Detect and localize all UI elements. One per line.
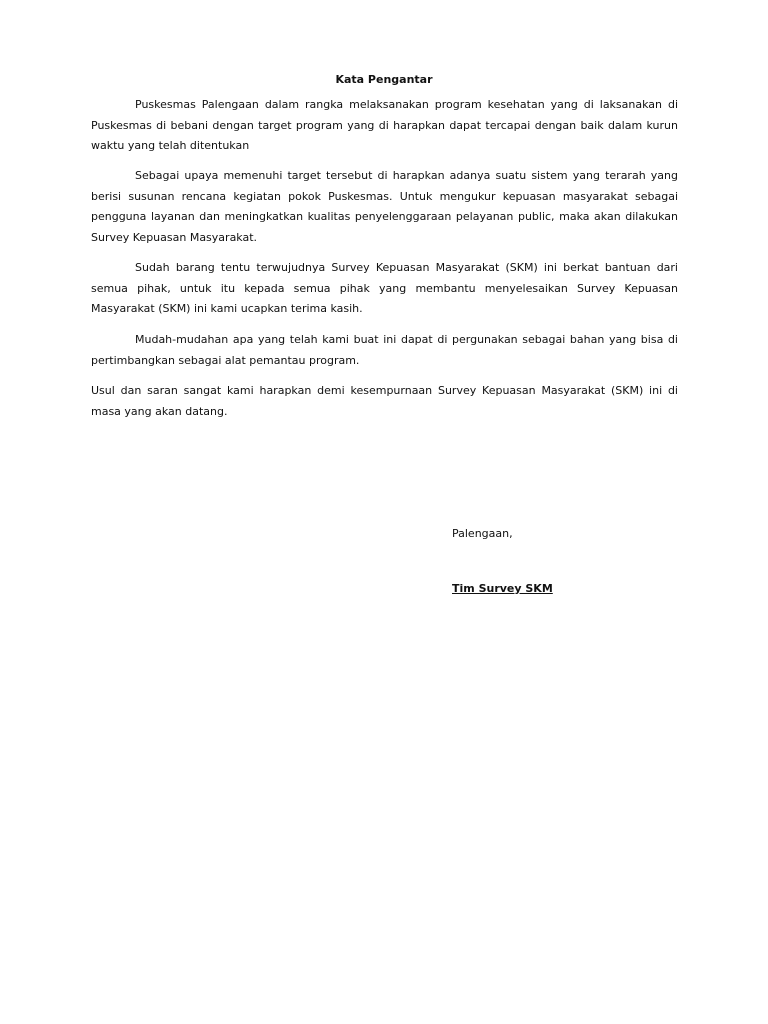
paragraph-purpose: Sebagai upaya memenuhi target tersebut di harapkan adanya suatu sistem yang terarah yang berisi susunan rencana kegiatan pokok Puskesmas. Untuk mengukur kepuasan masyarakat sebagai pengguna layanan dan meningkatkan kualitas penyelenggaraan pelayanan public, maka akan dilakukan Survey Kepuasan Masyarakat. [91, 169, 678, 244]
closing-place: Palengaan, [452, 527, 513, 540]
paragraph-intro: Puskesmas Palengaan dalam rangka melaksanakan program kesehatan yang di laksanakan di Puskesmas di bebani dengan target program yang di harapkan dapat tercapai dengan baik dalam kurun waktu yang telah ditentukan [91, 98, 678, 152]
paragraph-suggestions: Usul dan saran sangat kami harapkan demi kesempurnaan Survey Kepuasan Masyarakat (SKM) ini di masa yang akan datang. [91, 384, 678, 418]
closing-signatory: Tim Survey SKM [452, 582, 553, 595]
paragraph-hope: Mudah-mudahan apa yang telah kami buat ini dapat di pergunakan sebagai bahan yang bisa di pertimbangkan sebagai alat pemantau program. [91, 333, 678, 367]
paragraph-thanks: Sudah barang tentu terwujudnya Survey Kepuasan Masyarakat (SKM) ini berkat bantuan dari semua pihak, untuk itu kepada semua pihak yang membantu menyelesaikan Survey Kepuasan Masyarakat (SKM) ini kami ucapkan terima kasih. [91, 261, 678, 315]
document-title: Kata Pengantar [335, 73, 433, 86]
